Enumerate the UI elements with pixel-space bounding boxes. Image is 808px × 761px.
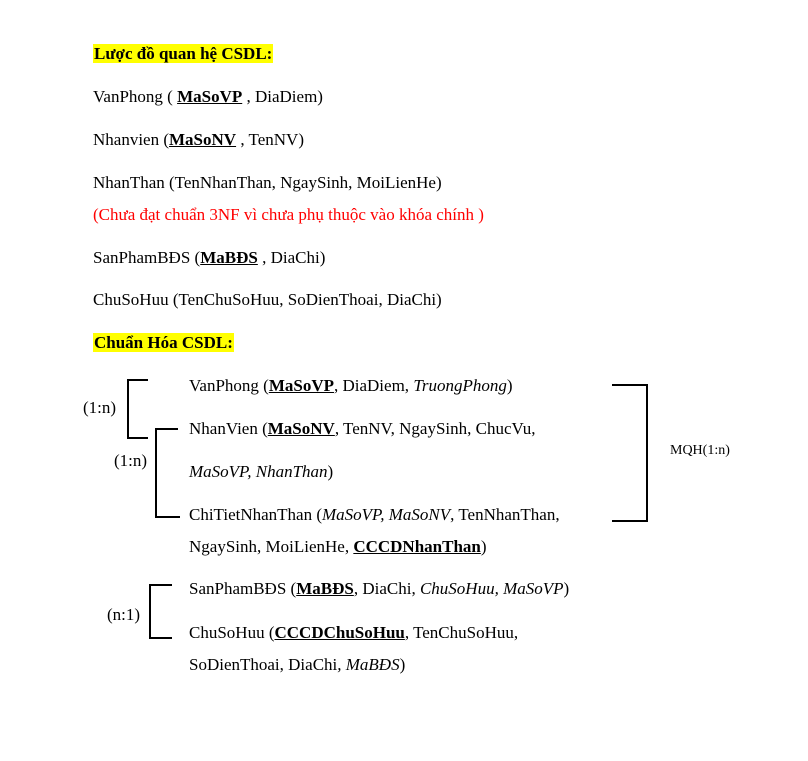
norm-relation-nhanvien: [189, 419, 536, 439]
relation-name: SanPhamBĐS (: [189, 579, 297, 598]
relation-vanphong: [93, 87, 323, 107]
relation-name: SanPhamBĐS (: [93, 248, 201, 267]
relation-attrs: , DiaDiem,: [333, 376, 414, 395]
relation-text: ChuSoHuu (TenChuSoHuu, SoDienThoai, DiaChi): [93, 290, 442, 309]
relation-attrs: , TenNV): [236, 130, 304, 149]
section2-title-text: Chuẩn Hóa CSDL:: [94, 333, 233, 352]
relation-attrs: , TenNV, NgaySinh, ChucVu,: [334, 419, 536, 438]
bracket-vp-nv: [128, 380, 148, 438]
section1-title-text: Lược đồ quan hệ CSDL:: [94, 44, 273, 63]
bracket-sp-csh: [150, 585, 172, 638]
primary-key: MaSoVP: [268, 376, 334, 395]
relation-name: ChuSoHuu (: [189, 623, 275, 642]
relation-name: VanPhong (: [189, 376, 269, 395]
norm-relation-chusohuu: [189, 623, 518, 643]
relation-attrs: , DiaChi,: [353, 579, 420, 598]
note-text: (Chưa đạt chuẩn 3NF vì chưa phụ thuộc vào khóa chính ): [93, 205, 484, 224]
foreign-key: TruongPhong: [413, 376, 507, 395]
bracket-nv-ct: [156, 429, 180, 517]
relation-close: ): [506, 376, 513, 395]
primary-key: MaBĐS: [200, 248, 258, 267]
section2-title: [93, 333, 234, 353]
relation-sanpham: [93, 248, 325, 268]
foreign-key: ChuSoHuu, MaSoVP: [419, 579, 564, 598]
foreign-key: , MaBĐS: [337, 655, 400, 674]
bracket-group: [612, 385, 647, 521]
relation-name: NhanVien (: [189, 419, 268, 438]
relation-close: ): [327, 462, 334, 481]
relation-close: ): [399, 655, 406, 674]
relation-attrs: , TenChuSoHuu,: [404, 623, 519, 642]
relation-attrs: NgaySinh, MoiLienHe,: [189, 537, 354, 556]
rel-label-group: MQH(1:n): [670, 443, 730, 458]
primary-key: CCCDChuSoHuu: [274, 623, 405, 642]
relation-close: ): [563, 579, 570, 598]
section1-title: [93, 44, 273, 64]
normalization-note: [93, 205, 484, 225]
relation-name: ChiTietNhanThan (: [189, 505, 323, 524]
primary-key: MaSoNV: [267, 419, 335, 438]
rel-label-vp-nv: (1:n): [83, 398, 117, 417]
norm-relation-nhanvien-cont: [189, 462, 333, 482]
norm-relation-sanpham: [189, 579, 569, 599]
relation-attrs: SoDienThoai, DiaChi: [189, 655, 338, 674]
primary-key: MaBĐS: [296, 579, 354, 598]
relation-name: VanPhong (: [93, 87, 178, 106]
relation-attrs: , DiaDiem): [242, 87, 323, 106]
relation-chusohuu: [93, 290, 442, 310]
norm-relation-chusohuu-cont: [189, 655, 405, 675]
relation-text: NhanThan (TenNhanThan, NgaySinh, MoiLienHe): [93, 173, 442, 192]
relation-attrs: , DiaChi): [257, 248, 326, 267]
primary-key: MaSoNV: [169, 130, 237, 149]
norm-relation-chitiet: [189, 505, 560, 525]
primary-key: CCCDNhanThan: [353, 537, 481, 556]
norm-relation-vanphong: [189, 376, 513, 396]
relation-attrs: , TenNhanThan,: [450, 505, 560, 524]
relation-nhanthan: [93, 173, 442, 193]
foreign-key: MaSoVP, NhanThan: [189, 462, 328, 481]
relation-close: ): [480, 537, 487, 556]
norm-relation-chitiet-cont: [189, 537, 487, 557]
foreign-key: MaSoVP, MaSoNV: [322, 505, 451, 524]
primary-key: MaSoVP: [177, 87, 243, 106]
relation-nhanvien: [93, 130, 304, 150]
rel-label-sp-csh: (n:1): [107, 605, 141, 624]
relation-name: Nhanvien (: [93, 130, 170, 149]
rel-label-nv-ct: (1:n): [114, 451, 148, 470]
